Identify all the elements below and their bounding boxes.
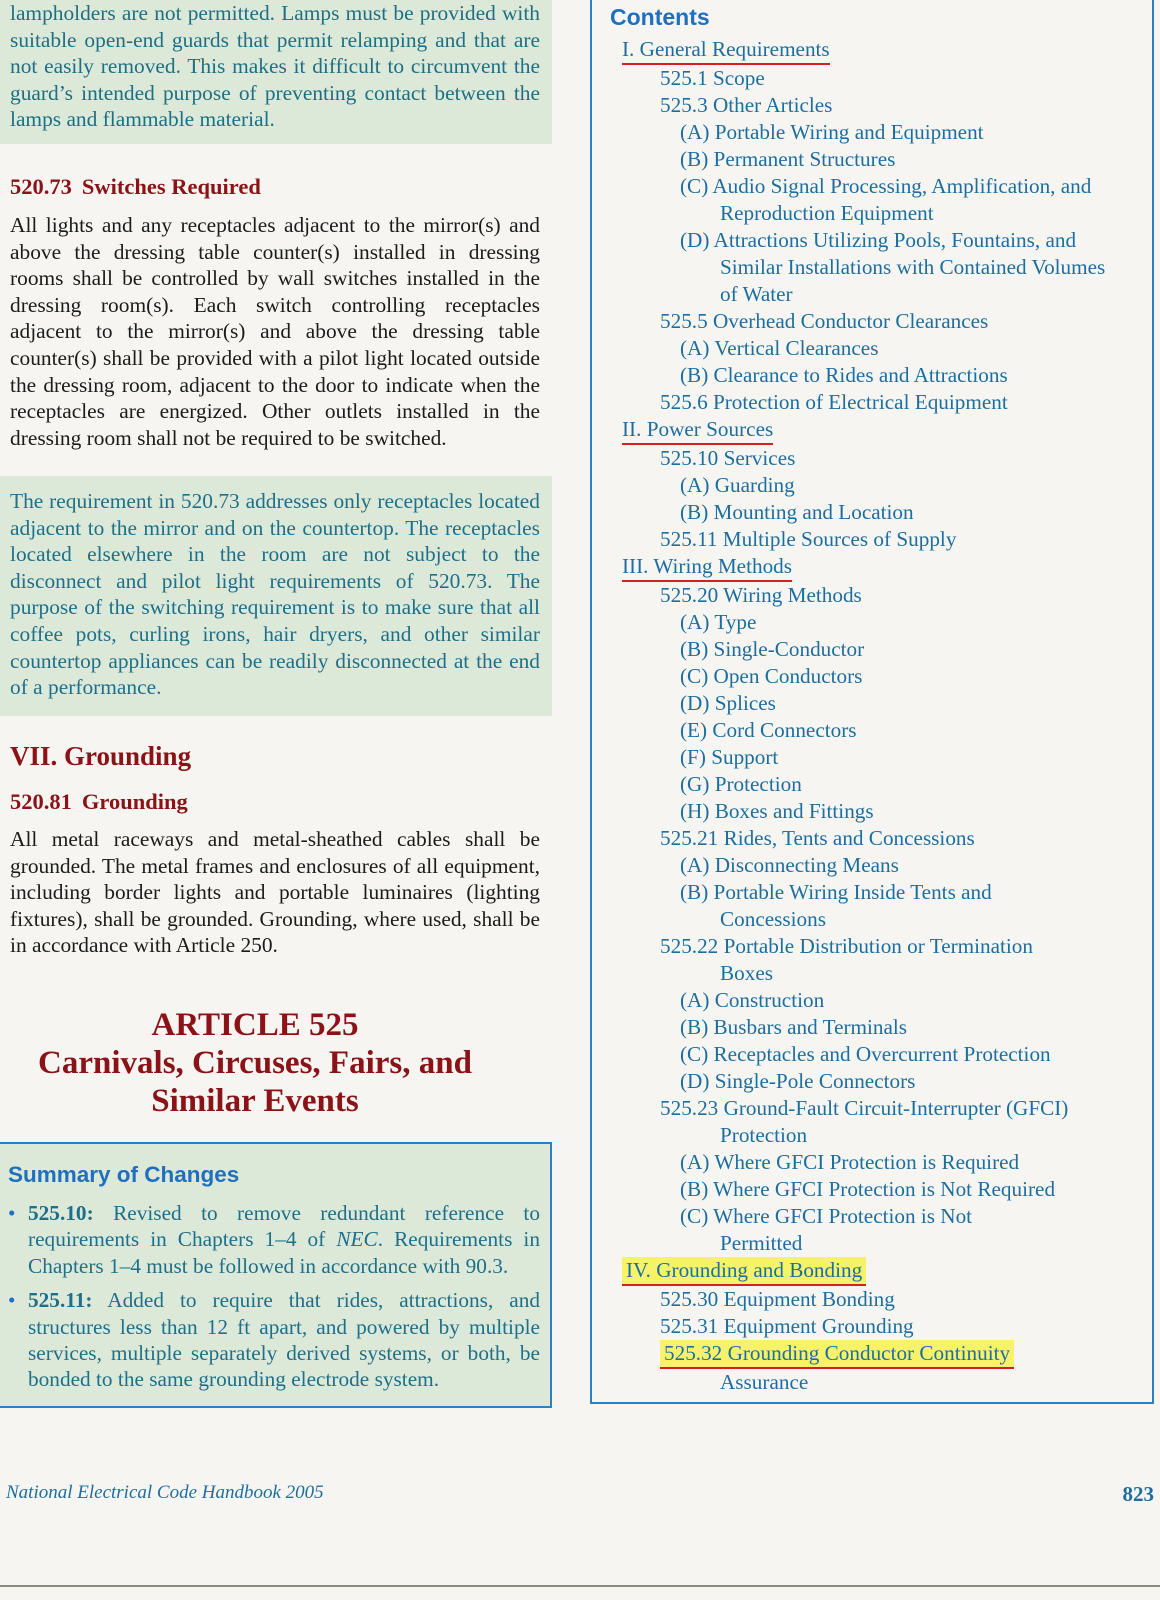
page-edge-line <box>0 1585 1160 1587</box>
contents-entry-text: (D) Single-Pole Connectors <box>680 1069 916 1093</box>
contents-entry-text: 525.3 Other Articles <box>660 93 833 117</box>
contents-entry <box>592 771 1152 798</box>
contents-entry <box>592 960 1152 987</box>
contents-entry <box>592 933 1152 960</box>
contents-entry-text: (C) Where GFCI Protection is Not <box>680 1204 973 1228</box>
contents-entry <box>592 636 1152 663</box>
contents-entry-text: 525.5 Overhead Conductor Clearances <box>660 309 989 333</box>
contents-entry-text: I. General Requirements <box>622 36 830 65</box>
book-title: National Electrical Code Handbook 2005 <box>6 1482 324 1503</box>
commentary-text: The requirement in 520.73 addresses only receptacles located adjacent to the mirror and on the countertop. The receptacles located elsewhere in the room are not subject to the disconnect and pilot light requirements of 520.73. The purpose of the switching requirement is to make sure that all coffee pots, curling irons, hair dryers, and other similar countertop appliances can be readily disconnected at the end of a performance. <box>10 489 540 700</box>
summary-list <box>8 1200 540 1401</box>
contents-part-entry <box>592 416 1152 445</box>
contents-entry-text: IV. Grounding and Bonding <box>622 1257 866 1286</box>
contents-entry <box>592 1203 1152 1230</box>
contents-entry-text: (D) Attractions Utilizing Pools, Fountains, and <box>680 228 1077 252</box>
summary-title: Summary of Changes <box>8 1162 240 1187</box>
contents-part-entry <box>592 553 1152 582</box>
contents-entry <box>592 609 1152 636</box>
contents-entry <box>592 65 1152 92</box>
contents-entry <box>592 825 1152 852</box>
contents-entry <box>592 1095 1152 1122</box>
contents-entry-text: (H) Boxes and Fittings <box>680 799 874 823</box>
page-number: 823 <box>1122 1482 1154 1506</box>
contents-entry-text: Protection <box>720 1123 808 1147</box>
contents-entry-text: (A) Where GFCI Protection is Required <box>680 1150 1020 1174</box>
contents-entry <box>592 1176 1152 1203</box>
contents-entry <box>592 173 1152 200</box>
contents-entry <box>592 389 1152 416</box>
article-title-line1: Carnivals, Circuses, Fairs, and <box>38 1045 472 1081</box>
contents-entry <box>592 1369 1152 1396</box>
contents-entry-text: (C) Audio Signal Processing, Amplification, and <box>680 174 1092 198</box>
contents-entry <box>592 1014 1152 1041</box>
article-heading <box>0 1006 510 1120</box>
section-title: Grounding <box>81 789 188 814</box>
contents-entry-text: (B) Clearance to Rides and Attractions <box>680 363 1008 387</box>
contents-entry-text: 525.10 Services <box>660 446 796 470</box>
contents-entry-text: (B) Single-Conductor <box>680 637 865 661</box>
contents-entry <box>592 472 1152 499</box>
contents-entry-text: (B) Where GFCI Protection is Not Required <box>680 1177 1056 1201</box>
section-title: Switches Required <box>81 174 261 199</box>
section-520-73-heading <box>10 174 261 200</box>
summary-item-text-b: . Requirements in Chapters 1–4 must be followed in accordance with 90.3. <box>28 1227 540 1278</box>
contents-entry-text: Concessions <box>720 907 826 931</box>
contents-entry <box>592 690 1152 717</box>
contents-entry <box>592 335 1152 362</box>
contents-entry <box>592 744 1152 771</box>
contents-entry <box>592 582 1152 609</box>
contents-part-entry <box>592 36 1152 65</box>
summary-item-nec: NEC <box>336 1227 378 1252</box>
section-number: 520.73 <box>10 174 72 199</box>
summary-item-ref: 525.11: <box>28 1288 93 1313</box>
contents-entry-text: (A) Disconnecting Means <box>680 853 899 877</box>
contents-entry-text: (D) Splices <box>680 691 776 715</box>
summary-of-changes-box <box>0 1142 552 1408</box>
contents-entry-text: 525.21 Rides, Tents and Concessions <box>660 826 975 850</box>
contents-entry <box>592 281 1152 308</box>
bullet-icon: • <box>8 1288 16 1313</box>
contents-entry-text: (C) Open Conductors <box>680 664 863 688</box>
contents-entry-text: 525.32 Grounding Conductor Continuity <box>660 1340 1014 1369</box>
section-520-81-text: All metal raceways and metal-sheathed cables shall be grounded. The metal frames and enclosures of all equipment, including border lights and portable luminaires (lighting fixtures), shall be grounded. Grounding, where used, shall be in accordance with Article 250. <box>10 827 540 958</box>
contents-part-entry <box>592 1257 1152 1286</box>
contents-entry <box>592 227 1152 254</box>
page-footer <box>6 1482 1154 1504</box>
contents-entry <box>592 1313 1152 1340</box>
contents-entry <box>592 146 1152 173</box>
contents-entry-text: 525.11 Multiple Sources of Supply <box>660 527 957 551</box>
contents-entry <box>592 879 1152 906</box>
contents-entry-text: II. Power Sources <box>622 416 773 445</box>
contents-entry-text: Permitted <box>720 1231 803 1255</box>
section-520-81-heading <box>10 789 188 815</box>
article-number: ARTICLE 525 <box>151 1007 359 1043</box>
contents-entry-text: 525.1 Scope <box>660 66 765 90</box>
summary-item <box>8 1287 540 1393</box>
contents-entry-text: 525.6 Protection of Electrical Equipment <box>660 390 1008 414</box>
contents-entry-text: Reproduction Equipment <box>720 201 934 225</box>
contents-entry-text: (B) Mounting and Location <box>680 500 914 524</box>
contents-entry <box>592 798 1152 825</box>
contents-entry <box>592 526 1152 553</box>
contents-entry <box>592 92 1152 119</box>
contents-entry-text: (A) Construction <box>680 988 825 1012</box>
contents-entry <box>592 1122 1152 1149</box>
part-vii-heading: VII. Grounding <box>10 741 192 771</box>
contents-entry-text: of Water <box>720 282 793 306</box>
contents-entry-text: 525.20 Wiring Methods <box>660 583 862 607</box>
contents-entry-text: (C) Receptacles and Overcurrent Protection <box>680 1042 1051 1066</box>
contents-entry-text: (F) Support <box>680 745 779 769</box>
contents-entry <box>592 663 1152 690</box>
intro-commentary-text: lampholders are not permitted. Lamps must be provided with suitable open-end guards that permit relamping and that are not easily removed. This makes it difficult to circumvent the guard’s intended purpose of preventing contact between the lamps and flammable material. <box>10 1 540 132</box>
contents-entry <box>592 1230 1152 1257</box>
contents-entry-text: (A) Portable Wiring and Equipment <box>680 120 984 144</box>
contents-entry-text: Boxes <box>720 961 773 985</box>
contents-entry <box>592 499 1152 526</box>
contents-entry-text: (A) Type <box>680 610 757 634</box>
section-520-73-text: All lights and any receptacles adjacent to the mirror(s) and above the dressing table counter(s) installed in dressing rooms shall be controlled by wall switches installed in the dressing room(s). Each switch controlling receptacles adjacent to the mirror(s) and above the dressing table counter(s) shall be provided with a pilot light located outside the dressing room, adjacent to the door to indicate when the receptacles are energized. Other outlets installed in the dressing room shall not be required to be switched. <box>10 213 540 450</box>
contents-entry-text: (G) Protection <box>680 772 802 796</box>
contents-entry <box>592 1041 1152 1068</box>
contents-entry <box>592 852 1152 879</box>
contents-entry-text: III. Wiring Methods <box>622 553 792 582</box>
contents-entry <box>592 987 1152 1014</box>
contents-entry-text: (B) Permanent Structures <box>680 147 896 171</box>
contents-entry <box>592 254 1152 281</box>
summary-item-text: Added to require that rides, attractions, and structures less than 12 ft apart, and powered by multiple services, multiple separately derived systems, or both, be bonded to the same grounding electrode system. <box>28 1288 540 1392</box>
contents-entry <box>592 1149 1152 1176</box>
contents-entry-text: (E) Cord Connectors <box>680 718 857 742</box>
contents-entry <box>592 717 1152 744</box>
contents-entry <box>592 906 1152 933</box>
contents-entry-text: (B) Busbars and Terminals <box>680 1015 908 1039</box>
summary-item-text: Revised to remove redundant reference to requirements in Chapters 1–4 of <box>28 1201 540 1252</box>
bullet-icon: • <box>8 1201 16 1225</box>
contents-entry <box>592 308 1152 335</box>
summary-item-ref: 525.10: <box>28 1201 94 1225</box>
contents-entry <box>592 119 1152 146</box>
section-number: 520.81 <box>10 789 72 814</box>
contents-entry <box>592 1068 1152 1095</box>
intro-commentary-box <box>0 0 552 144</box>
commentary-box <box>0 476 552 716</box>
contents-entry <box>592 200 1152 227</box>
contents-entry-text: 525.23 Ground-Fault Circuit-Interrupter (GFCI) <box>660 1096 1069 1120</box>
contents-entry-text: Assurance <box>720 1370 809 1394</box>
article-title-line2: Similar Events <box>151 1083 359 1119</box>
contents-entry-text: (A) Vertical Clearances <box>680 336 879 360</box>
contents-entry <box>592 1340 1152 1369</box>
contents-entry <box>592 445 1152 472</box>
contents-list <box>592 36 1152 1396</box>
contents-title: Contents <box>610 4 710 30</box>
summary-item <box>8 1200 540 1279</box>
contents-entry <box>592 362 1152 389</box>
contents-entry-text: 525.22 Portable Distribution or Termination <box>660 934 1033 958</box>
contents-entry-text: 525.31 Equipment Grounding <box>660 1314 914 1338</box>
contents-entry-text: Similar Installations with Contained Volumes <box>720 255 1106 279</box>
contents-entry-text: 525.30 Equipment Bonding <box>660 1287 895 1311</box>
contents-entry <box>592 1286 1152 1313</box>
contents-entry-text: (B) Portable Wiring Inside Tents and <box>680 880 992 904</box>
contents-entry-text: (A) Guarding <box>680 473 795 497</box>
contents-box <box>590 0 1154 1404</box>
